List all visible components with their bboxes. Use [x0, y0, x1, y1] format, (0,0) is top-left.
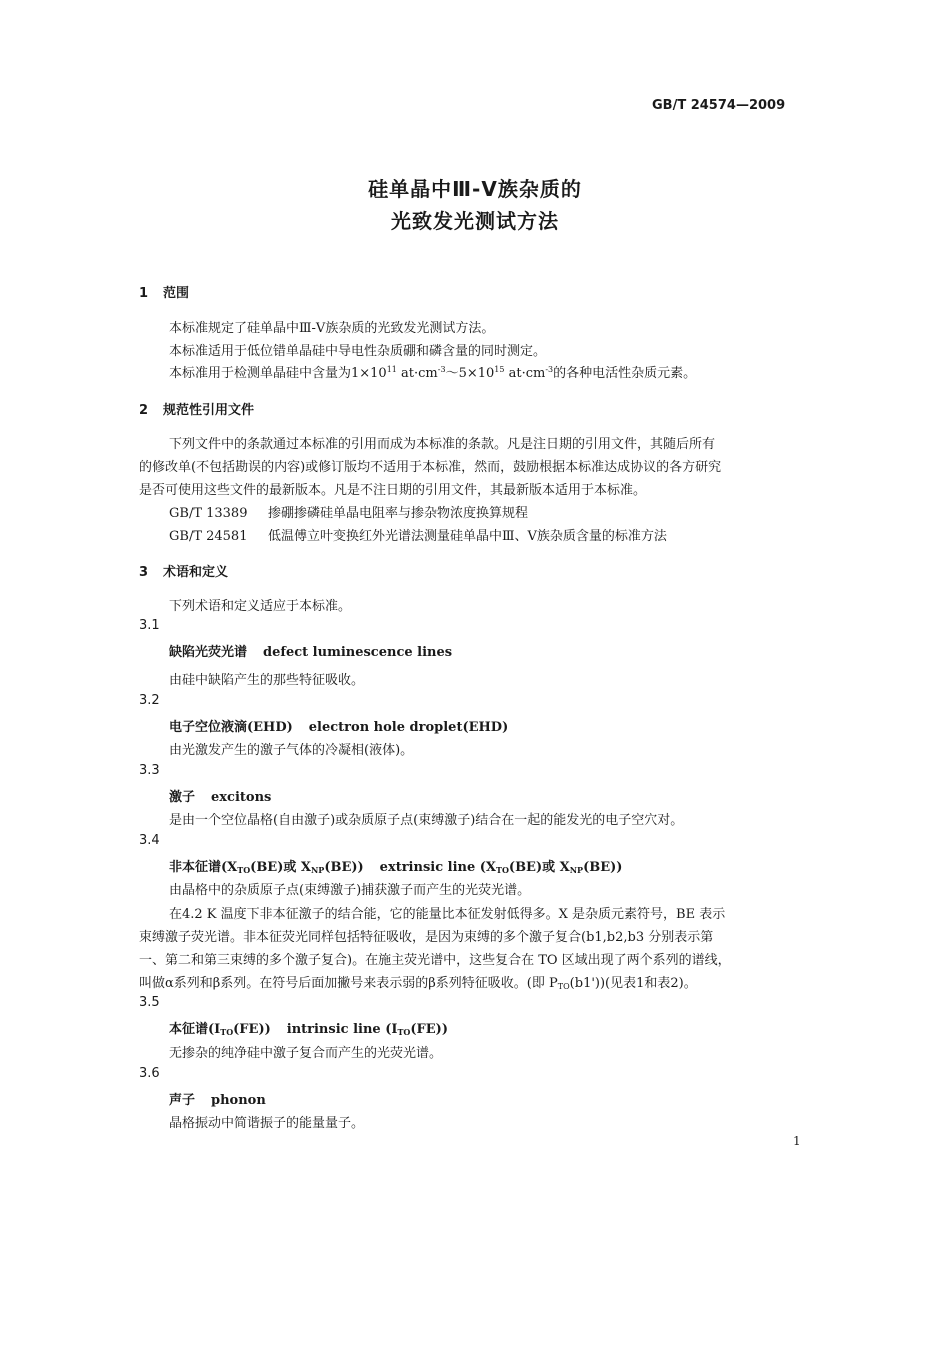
- term-number: 3.5: [139, 995, 160, 1010]
- paragraph-line: 的修改单(不包括勘误的内容)或修订版均不适用于本标准，然而，鼓励根据本标准达成协议的各方研究: [139, 460, 722, 475]
- term-heading: 电子空位液滴(EHD) electron hole droplet(EHD): [169, 720, 509, 735]
- section-3-heading: [139, 561, 228, 580]
- term-number: 3.2: [139, 693, 160, 708]
- note-line: 叫做α系列和β系列。在符号后面加撇号来表示弱的β系列特征吸收。(即 $P_{TO}(b1')$)(见表1和表2)。: [139, 976, 697, 991]
- paragraph-line: 是否可使用这些文件的最新版本。凡是不注日期的引用文件，其最新版本适用于本标准。: [139, 483, 647, 498]
- section-number: 3: [139, 565, 149, 580]
- paragraph: 下列术语和定义适应于本标准。: [169, 599, 352, 614]
- section-title: 范围: [163, 286, 190, 301]
- term-number: 3.3: [139, 763, 160, 778]
- reference-title: 掺硼掺磷硅单晶电阻率与掺杂物浓度换算规程: [268, 506, 529, 521]
- term-heading: 缺陷光荧光谱 defect luminescence lines: [169, 645, 453, 660]
- note-line: 束缚激子荧光谱。非本征荧光同样包括特征吸收，是因为束缚的多个激子复合(b1,b2,b3 分别表示第: [139, 930, 714, 945]
- note-line: 一、第二和第三束缚的多个激子复合)。在施主荧光谱中，这些复合在 TO 区域出现了两个系列的谱线，: [139, 953, 731, 968]
- term-number: 3.4: [139, 833, 160, 848]
- document-title-line1: 硅单晶中Ⅲ-Ⅴ族杂质的: [368, 177, 582, 201]
- term-definition: 是由一个空位晶格(自由激子)或杂质原子点(束缚激子)结合在一起的能发光的电子空穴对。: [169, 813, 684, 828]
- term-heading: 激子 excitons: [169, 790, 272, 805]
- paragraph-concentration-range: 本标准用于检测单晶硅中含量为$1\times 10^{11}$ $at\cdot cm^{-3}\sim 5\times 10^{15}$ $at\cdot cm^{-3}$的各种电活性杂质元素。: [169, 365, 697, 381]
- paragraph: 本标准适用于低位错单晶硅中导电性杂质硼和磷含量的同时测定。: [169, 344, 547, 359]
- term-definition: 由晶格中的杂质原子点(束缚激子)捕获激子而产生的光荧光谱。: [169, 883, 531, 898]
- reference-code: GB/T 13389: [169, 506, 248, 521]
- section-number: 2: [139, 403, 149, 418]
- standard-number: GB/T 24574—2009: [652, 98, 786, 113]
- reference-code: GB/T 24581: [169, 529, 248, 544]
- term-definition: 无掺杂的纯净硅中激子复合而产生的光荧光谱。: [169, 1046, 443, 1061]
- reference-item: [169, 525, 667, 544]
- term-definition: 由硅中缺陷产生的那些特征吸收。: [169, 673, 365, 688]
- paragraph-line: 下列文件中的条款通过本标准的引用而成为本标准的条款。凡是注日期的引用文件，其随后所有: [169, 437, 716, 452]
- section-2-heading: [139, 399, 254, 418]
- section-title: 术语和定义: [163, 565, 229, 580]
- term-heading: 本征谱$(I_{TO}(FE))$ intrinsic line $(I_{TO}(FE))$: [169, 1022, 448, 1037]
- paragraph: 本标准规定了硅单晶中Ⅲ-Ⅴ族杂质的光致发光测试方法。: [169, 321, 495, 336]
- section-title: 规范性引用文件: [163, 403, 255, 418]
- section-number: 1: [139, 286, 149, 301]
- term-number: 3.6: [139, 1066, 160, 1081]
- reference-title: 低温傅立叶变换红外光谱法测量硅单晶中Ⅲ、Ⅴ族杂质含量的标准方法: [268, 529, 667, 544]
- term-number: 3.1: [139, 618, 160, 633]
- term-definition: 由光激发产生的激子气体的冷凝相(液体)。: [169, 743, 414, 758]
- term-heading: 声子 phonon: [169, 1093, 266, 1108]
- document-title-line2: 光致发光测试方法: [391, 209, 559, 233]
- page-number: 1: [793, 1134, 801, 1148]
- section-1-heading: [139, 282, 189, 301]
- term-definition: 晶格振动中简谐振子的能量量子。: [169, 1116, 365, 1131]
- reference-item: [169, 502, 528, 521]
- term-heading: 非本征谱($X_{TO}(BE)$或 $X_{NP}(BE)$) extrinsic line ($X_{TO}(BE)$或 $X_{NP}(BE)$): [169, 860, 623, 875]
- note-line: 在4.2 K 温度下非本征激子的结合能，它的能量比本征发射低得多。X 是杂质元素符号，BE 表示: [169, 907, 726, 922]
